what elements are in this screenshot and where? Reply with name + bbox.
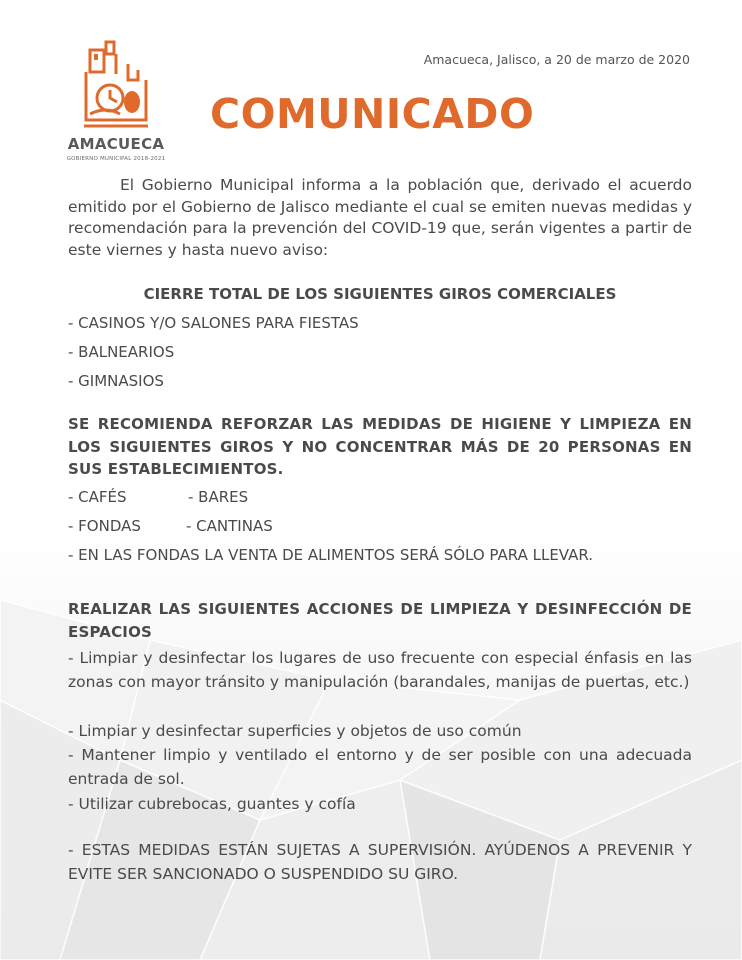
church-emblem-icon [76, 40, 156, 132]
hygiene-note: - EN LAS FONDAS LA VENTA DE ALIMENTOS SERÁ SÓLO PARA LLEVAR. [68, 546, 594, 564]
date-line: Amacueca, Jalisco, a 20 de marzo de 2020 [423, 52, 690, 67]
closure-item: - CASINOS Y/O SALONES PARA FIESTAS [68, 314, 359, 332]
cleaning-heading: REALIZAR LAS SIGUIENTES ACCIONES DE LIMPIEZA Y DESINFECCIÓN DE ESPACIOS [68, 600, 692, 641]
logo-subtitle: GOBIERNO MUNICIPAL 2018-2021 [66, 156, 166, 162]
hygiene-item: - CANTINAS [186, 517, 273, 535]
footer-note: - ESTAS MEDIDAS ESTÁN SUJETAS A SUPERVISIÓN. AYÚDENOS A PREVENIR Y EVITE SER SANCIONADO O SUSPENDIDO SU GIRO. [68, 841, 692, 883]
page-title: COMUNICADO [210, 90, 535, 138]
municipal-logo [64, 40, 168, 170]
closure-item: - GIMNASIOS [68, 372, 164, 390]
closure-item: - BALNEARIOS [68, 343, 175, 361]
logo-name: AMACUECA [67, 135, 165, 153]
hygiene-item: - BARES [188, 488, 249, 506]
hygiene-item: - CAFÉS [68, 488, 127, 506]
cleaning-item: - Mantener limpio y ventilado el entorno y de ser posible con una adecuada entrada de sol. [68, 746, 692, 788]
hygiene-item: - FONDAS [68, 517, 141, 535]
hygiene-heading: SE RECOMIENDA REFORZAR LAS MEDIDAS DE HIGIENE Y LIMPIEZA EN LOS SIGUIENTES GIROS Y NO CONCENTRAR MÁS DE 20 PERSONAS EN SUS ESTABLECIMIENTOS. [68, 415, 692, 478]
closure-heading: CIERRE TOTAL DE LOS SIGUIENTES GIROS COMERCIALES [143, 285, 617, 303]
cleaning-item: - Limpiar y desinfectar superficies y objetos de uso común [68, 722, 522, 740]
intro-paragraph: El Gobierno Municipal informa a la población que, derivado el acuerdo emitido por el Gobierno de Jalisco mediante el cual se emiten nuevas medidas y recomendación para la prevención del COVID-19 que, serán vigentes a partir de este viernes y hasta nuevo aviso: [68, 176, 692, 259]
cleaning-item: - Utilizar cubrebocas, guantes y cofía [68, 795, 356, 813]
cleaning-item: - Limpiar y desinfectar los lugares de uso frecuente con especial énfasis en las zonas con mayor tránsito y manipulación (barandales, manijas de puertas, etc.) [68, 649, 692, 691]
